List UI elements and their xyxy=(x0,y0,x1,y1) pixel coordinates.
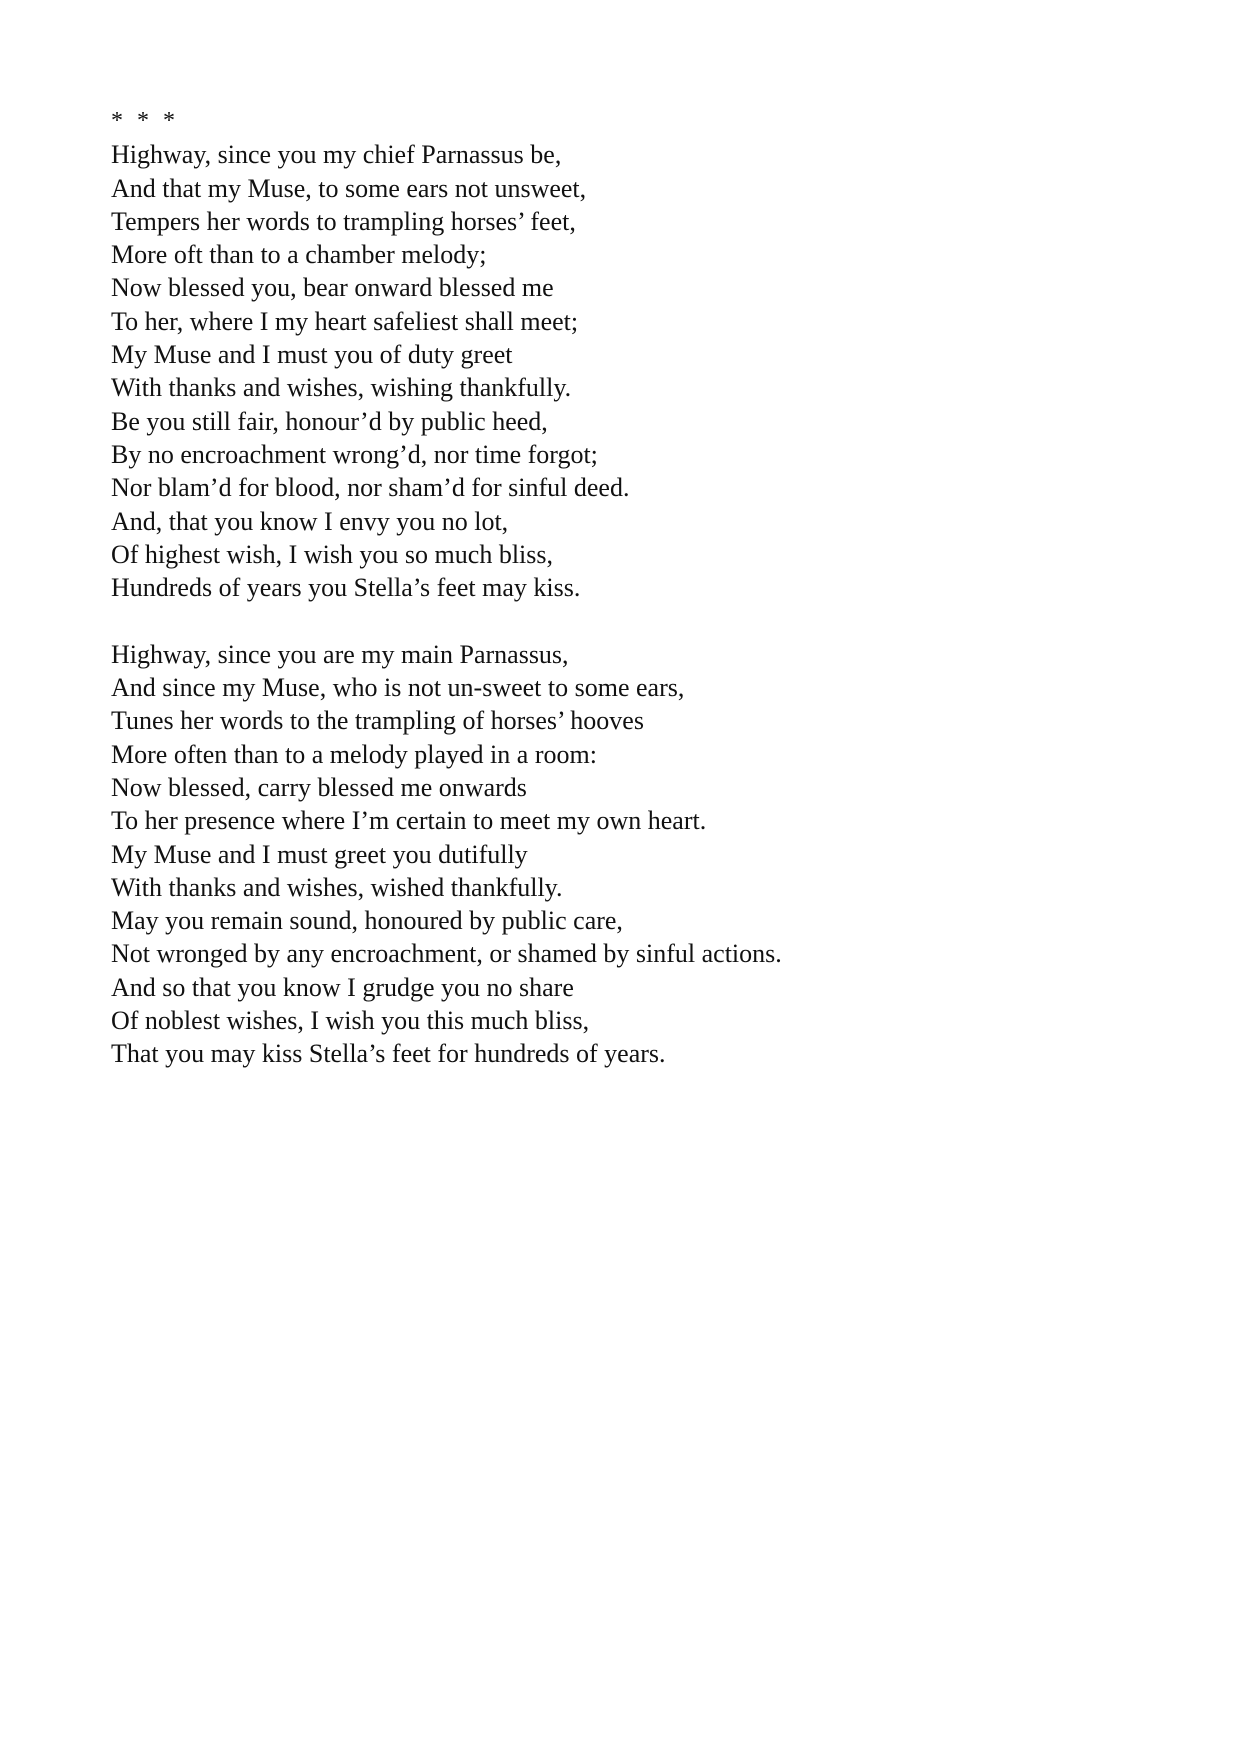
poem-line: To her, where I my heart safeliest shall meet; xyxy=(111,306,579,336)
poem-line: And so that you know I grudge you no share xyxy=(111,972,574,1002)
poem-line: Be you still fair, honour’d by public heed, xyxy=(111,406,548,436)
original-stanza xyxy=(111,138,1171,604)
poem-line: Tunes her words to the trampling of horses’ hooves xyxy=(111,706,644,736)
poem-line: My Muse and I must you of duty greet xyxy=(111,340,513,370)
poem-line: Now blessed you, bear onward blessed me xyxy=(111,273,554,303)
poem-line: Of noblest wishes, I wish you this much bliss, xyxy=(111,1006,590,1036)
poem-line: Now blessed, carry blessed me onwards xyxy=(111,772,527,802)
poem-line: With thanks and wishes, wished thankfully. xyxy=(111,872,563,902)
poem-line: Not wronged by any encroachment, or shamed by sinful actions. xyxy=(111,939,782,969)
poem-line: Tempers her words to trampling horses’ feet, xyxy=(111,206,576,236)
poem-line: Hundreds of years you Stella’s feet may kiss. xyxy=(111,573,581,603)
section-separator: * * * xyxy=(111,108,179,134)
poem-line: My Muse and I must greet you dutifully xyxy=(111,839,528,869)
poem-line: Highway, since you are my main Parnassus, xyxy=(111,639,569,669)
poem-line: Nor blam’d for blood, nor sham’d for sinful deed. xyxy=(111,473,630,503)
poem-line: By no encroachment wrong’d, nor time forgot; xyxy=(111,439,598,469)
poem-text-block xyxy=(111,105,1171,1071)
poem-line: And since my Muse, who is not un-sweet to some ears, xyxy=(111,673,685,703)
poem-line: Highway, since you my chief Parnassus be, xyxy=(111,140,562,170)
poem-line: More often than to a melody played in a room: xyxy=(111,739,597,769)
poem-line: And that my Muse, to some ears not unsweet, xyxy=(111,173,587,203)
poem-line: More oft than to a chamber melody; xyxy=(111,240,487,270)
modern-stanza xyxy=(111,638,1171,1071)
poem-line: That you may kiss Stella’s feet for hundreds of years. xyxy=(111,1039,666,1069)
poem-line: To her presence where I’m certain to meet my own heart. xyxy=(111,806,707,836)
poem-line: And, that you know I envy you no lot, xyxy=(111,506,509,536)
poem-line: Of highest wish, I wish you so much bliss, xyxy=(111,539,553,569)
poem-line: May you remain sound, honoured by public care, xyxy=(111,906,623,936)
stanza-divider xyxy=(111,604,1171,637)
poem-line: With thanks and wishes, wishing thankfully. xyxy=(111,373,572,403)
